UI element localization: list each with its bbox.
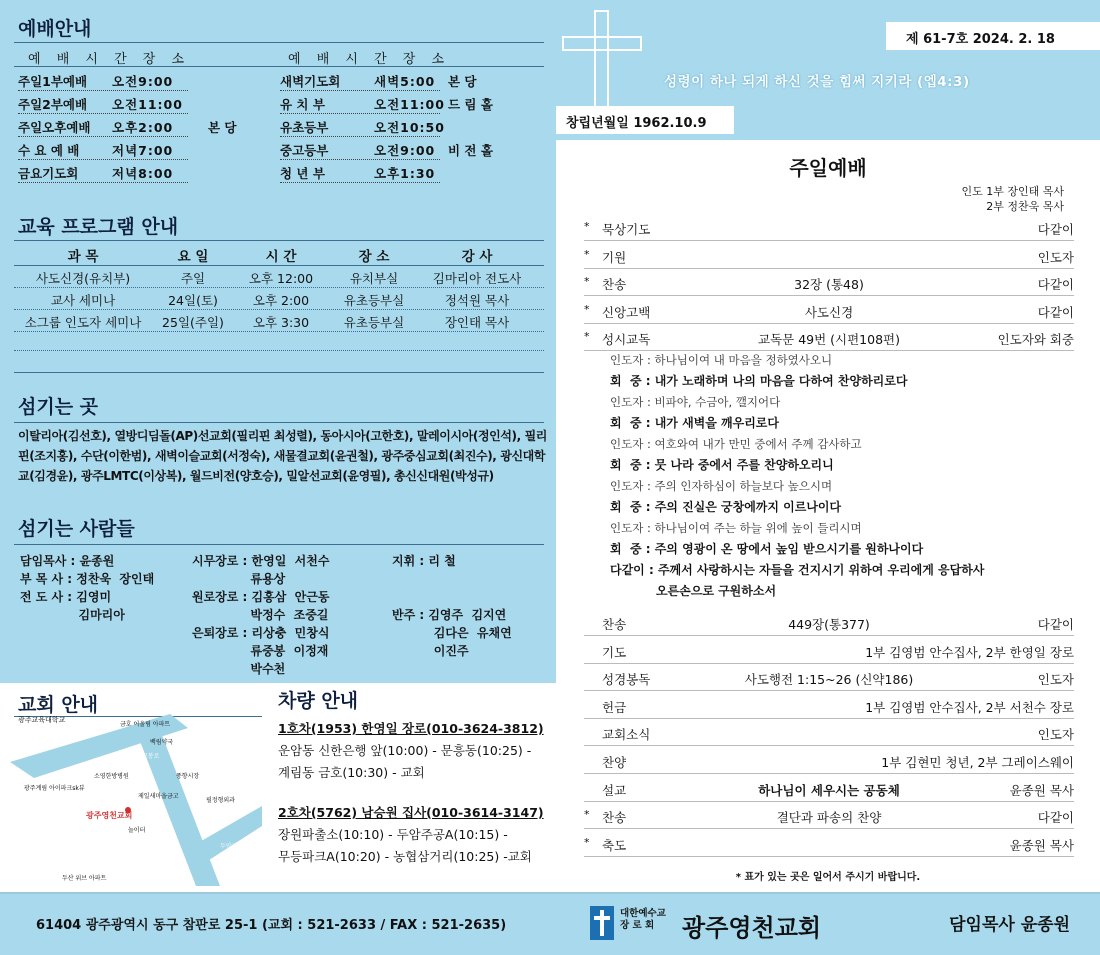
item-name: 성시교독 xyxy=(602,332,651,348)
car1-line: 계림동 금호(10:30) - 교회 xyxy=(278,765,425,780)
people-col2 xyxy=(192,552,329,678)
church-address: 61404 광주광역시 동구 참판로 25-1 (교회 : 521-2633 / FAX : 521-2635) xyxy=(36,918,507,933)
program-header: 요 일 xyxy=(177,249,209,265)
worship-name: 주일오후예배 xyxy=(18,120,91,135)
divider xyxy=(14,544,544,545)
service-item xyxy=(584,693,1074,719)
map-label: 백림약국 xyxy=(150,739,174,746)
worship-header-right: 예 배 시 간 장 소 xyxy=(288,52,451,67)
reading-text: 오른손으로 구원하소서 xyxy=(610,584,777,598)
reading-speaker: 회 중 : xyxy=(610,500,655,514)
worship-title: 예배안내 xyxy=(18,18,92,40)
reading-speaker: 인도자 : xyxy=(610,437,655,451)
worship-name: 유 치 부 xyxy=(280,97,325,112)
car2-line: 무등파크A(10:20) - 농협삼거리(10:25) -교회 xyxy=(278,849,532,864)
item-performer: 윤종원 목사 xyxy=(1009,837,1074,853)
person-line: 류중봉 이정재 xyxy=(192,644,329,658)
person-line: 시무장로 : 한영일 서천수 xyxy=(192,554,330,568)
worship-place: 비 전 홀 xyxy=(448,143,493,158)
program-row xyxy=(18,288,530,310)
item-performer: 다같이 xyxy=(1037,304,1074,320)
map-label: 광주계림 아이파크sk뷰 xyxy=(24,785,85,792)
item-performer: 다같이 xyxy=(1037,617,1074,632)
divider xyxy=(14,350,544,351)
item-name: 찬송 xyxy=(602,810,627,826)
map-label: 소영한방병원 xyxy=(94,773,129,780)
reading-text: 주의 진실은 궁창에까지 이르나이다 xyxy=(654,500,842,514)
program-cell: 25일(주일) xyxy=(162,315,224,330)
church-map xyxy=(10,714,262,886)
required-mark: * xyxy=(584,247,590,261)
reading-speaker: 인도자 : xyxy=(610,479,655,493)
program-row xyxy=(18,310,530,332)
item-name: 찬양 xyxy=(602,755,627,770)
service-item xyxy=(584,748,1074,774)
program-row xyxy=(18,266,530,288)
worship-time: 오후1:30 xyxy=(374,166,436,181)
worship-name: 금요기도회 xyxy=(18,166,79,181)
service-item xyxy=(584,831,1074,857)
reading-speaker: 인도자 : xyxy=(610,521,655,535)
reading-line xyxy=(610,371,1080,392)
worship-name: 중고등부 xyxy=(280,143,329,158)
worship-time: 오전11:00 xyxy=(112,97,183,112)
reading-text: 비파야, 수금아, 깰지어다 xyxy=(654,395,781,409)
row-underline xyxy=(280,182,440,183)
road xyxy=(196,806,262,862)
vehicle-guide xyxy=(278,690,548,868)
church-name: 광주영천교회 xyxy=(682,914,822,942)
program-cell: 오후 12:00 xyxy=(248,271,314,286)
reading-speaker: 회 중 : xyxy=(610,374,655,388)
person-line: 부 목 사 : 정찬욱 장인태 xyxy=(20,572,155,586)
map-label: 필정형외과 xyxy=(206,797,235,804)
program-cell: 유치부실 xyxy=(349,271,399,286)
row-underline xyxy=(18,182,188,183)
item-performer: 1부 김영범 안수집사, 2부 한영일 장로 xyxy=(865,644,1074,660)
divider xyxy=(14,42,544,43)
worship-time: 저녁7:00 xyxy=(112,143,174,158)
item-name: 기도 xyxy=(602,644,627,660)
row-underline xyxy=(18,159,188,160)
divider xyxy=(14,372,544,373)
issue-number: 제 61-7호 2024. 2. 18 xyxy=(886,22,1100,50)
required-mark: * xyxy=(584,330,590,344)
row-underline xyxy=(280,90,440,91)
person-line: 은퇴장로 : 리상충 민창식 xyxy=(192,626,330,640)
item-detail: 하나님이 세우시는 공동체 xyxy=(758,782,900,798)
worship-header-left: 예 배 시 간 장 소 xyxy=(28,52,191,67)
row-underline xyxy=(18,90,188,91)
person-line: 담임목사 : 윤종원 xyxy=(20,554,115,568)
reading-line xyxy=(610,434,1080,455)
reading-text: 내가 새벽을 깨우리로다 xyxy=(654,416,779,430)
row-underline xyxy=(18,113,188,114)
item-name: 신앙고백 xyxy=(602,304,651,320)
reading-line xyxy=(610,413,1080,434)
reading-text: 하나님이여 내 마음을 정하였사오니 xyxy=(654,353,833,367)
map-label: 광주영천교회 xyxy=(86,811,133,820)
program-header: 시 간 xyxy=(265,249,297,265)
cross-icon xyxy=(594,10,609,110)
item-detail: 사도신경 xyxy=(804,304,854,320)
serving-places-title: 섬기는 곳 xyxy=(18,396,99,418)
education-title: 교육 프로그램 안내 xyxy=(18,216,179,238)
people-col3 xyxy=(392,552,512,660)
worship-name: 청 년 부 xyxy=(280,166,325,181)
worship-time: 저녁8:00 xyxy=(112,166,174,181)
service-item xyxy=(584,776,1074,802)
item-name: 찬송 xyxy=(602,277,627,293)
reading-speaker: 회 중 : xyxy=(610,458,655,472)
worship-name: 유초등부 xyxy=(280,120,329,135)
car2-line: 장원파출소(10:10) - 두암주공A(10:15) - xyxy=(278,827,508,842)
item-name: 찬송 xyxy=(602,617,627,632)
church-guide-title: 교회 안내 xyxy=(18,694,99,716)
person-line: 류용상 xyxy=(192,572,286,586)
worship-time: 오전10:50 xyxy=(374,120,445,135)
reading-text: 주의 영광이 온 땅에서 높임 받으시기를 원하나이다 xyxy=(654,542,924,556)
service-item xyxy=(584,638,1074,664)
worship-time: 오후2:00 xyxy=(112,120,174,135)
service-item xyxy=(584,215,1074,241)
person-line: 김다은 유채연 xyxy=(392,626,512,640)
required-mark: * xyxy=(584,835,590,849)
required-mark: * xyxy=(584,302,590,316)
map-label: 광주교육대학교 xyxy=(18,716,66,724)
serving-places-text: 이탈리아(김선호), 열방디딤돌(AP)선교회(필리핀 최성렬), 동아시아(고한호), 말레이시아(정인석), 필리핀(조지홍), 수단(이한범), 새벽이슬교회(서정숙), 새물결교회(윤권철), 광주중심교회(최진수), 광신대학교(김경윤), 광주LMTC(이상복), 월드비전(양호승), 밀알선교회(윤영필), 총신신대원(박성규) xyxy=(18,429,547,483)
worship-time: 새벽5:00 xyxy=(374,74,436,89)
car2-title: 2호차(5762) 남승원 집사(010-3614-3147) xyxy=(278,805,544,820)
car1-title: 1호차(1953) 한영일 장로(010-3624-3812) xyxy=(278,721,544,736)
reading-speaker: 인도자 : xyxy=(610,353,655,367)
reading-line xyxy=(610,476,1080,497)
service-leaders xyxy=(962,184,1065,214)
program-cell: 주일 xyxy=(180,271,206,286)
program-cell: 장인태 목사 xyxy=(444,315,510,330)
worship-time: 오전9:00 xyxy=(112,74,174,89)
item-detail: 교독문 49번 (시편108편) xyxy=(758,332,900,348)
item-name: 기원 xyxy=(602,249,627,265)
program-cell: 유초등부실 xyxy=(343,293,405,308)
program-header: 강 사 xyxy=(461,249,493,265)
reading-text: 주의 인자하심이 하늘보다 높으시며 xyxy=(654,479,833,493)
reading-speaker: 인도자 : xyxy=(610,395,655,409)
person-line xyxy=(392,570,512,588)
reading-text: 여호와여 내가 만민 중에서 주께 감사하고 xyxy=(654,437,862,451)
required-mark: * xyxy=(584,808,590,822)
worship-name: 주일2부예배 xyxy=(18,97,88,112)
standing-note: * 표가 있는 곳은 일어서 주시기 바랍니다. xyxy=(735,872,921,883)
divider xyxy=(14,422,544,423)
worship-place: 드 림 홀 xyxy=(448,97,493,112)
required-mark: * xyxy=(584,275,590,289)
person-line: 박수천 xyxy=(192,662,286,676)
worship-name: 새벽기도회 xyxy=(280,74,341,89)
item-name: 성경봉독 xyxy=(602,672,651,688)
divider xyxy=(14,240,544,241)
reading-line xyxy=(610,518,1080,539)
row-underline xyxy=(280,136,440,137)
program-cell: 오후 2:00 xyxy=(252,293,310,308)
person-line: 김마리아 xyxy=(20,608,125,622)
footer xyxy=(0,892,1100,955)
item-name: 헌금 xyxy=(602,699,627,715)
person-line xyxy=(392,588,512,606)
program-cell: 사도신경(유치부) xyxy=(35,271,131,286)
program-cell: 오후 3:30 xyxy=(252,315,310,330)
reading-line xyxy=(610,560,1080,581)
responsive-reading xyxy=(610,350,1080,602)
item-performer: 다같이 xyxy=(1037,810,1074,826)
founded-date: 창립년월일 1962.10.9 xyxy=(556,106,734,134)
denomination xyxy=(620,908,666,932)
row-underline xyxy=(18,136,188,137)
worship-name: 주일1부예배 xyxy=(18,74,88,89)
item-performer: 인도자와 회중 xyxy=(997,332,1074,348)
motto: 성령이 하나 되게 하신 것을 힘써 지키라 (엡4:3) xyxy=(664,74,970,90)
program-cell: 유초등부실 xyxy=(343,315,405,330)
worship-place: 본 당 xyxy=(208,120,237,135)
service-item xyxy=(584,610,1074,636)
service-title: 주일예배 xyxy=(789,156,867,180)
item-performer: 다같이 xyxy=(1037,222,1074,237)
service-item xyxy=(584,803,1074,829)
item-performer: 1부 김현민 청년, 2부 그레이스웨이 xyxy=(881,755,1074,770)
worship-place: 본 당 xyxy=(448,74,477,89)
divider xyxy=(14,331,544,332)
reading-line xyxy=(610,392,1080,413)
map-label: 놀이터 xyxy=(128,827,146,834)
reading-speaker: 회 중 : xyxy=(610,416,655,430)
item-detail: 32장 (통48) xyxy=(794,277,864,293)
map-label: 두산 위브 아파트 xyxy=(62,875,107,882)
program-header-row xyxy=(18,242,530,264)
map-label: 금호 어울림 아파트 xyxy=(120,721,171,728)
item-detail: 결단과 파송의 찬양 xyxy=(776,810,882,826)
reading-speaker: 다같이 : xyxy=(610,563,658,577)
item-detail: 사도행전 1:15~26 (신약186) xyxy=(744,672,914,688)
item-name: 축도 xyxy=(602,837,627,853)
denomination-line: 대한예수교 xyxy=(620,908,666,919)
reading-line xyxy=(610,581,1080,602)
vehicle-title: 차량 안내 xyxy=(278,690,359,712)
map-label: 풍향시장 xyxy=(176,773,200,780)
service-item xyxy=(584,270,1074,296)
worship-time: 오전11:00 xyxy=(374,97,445,112)
map-label: 두암지구랑고 xyxy=(220,843,255,850)
program-cell: 김마리아 전도사 xyxy=(432,271,522,286)
reading-line xyxy=(610,455,1080,476)
person-line: 반주 : 김영주 김지연 xyxy=(392,608,507,622)
reading-line xyxy=(610,539,1080,560)
leader-line: 인도 1부 장인태 목사 xyxy=(961,185,1064,198)
program-header: 과 목 xyxy=(67,249,99,265)
program-cell: 24일(토) xyxy=(168,293,218,308)
church-logo-icon xyxy=(590,906,614,940)
leader-line: 2부 정찬욱 목사 xyxy=(986,200,1064,213)
row-underline xyxy=(280,159,440,160)
left-column xyxy=(0,0,556,892)
senior-pastor: 담임목사 윤종원 xyxy=(949,915,1070,935)
service-item xyxy=(584,665,1074,691)
person-line: 원로장로 : 김홍삼 안근동 xyxy=(192,590,330,604)
reading-text: 뭇 나라 중에서 주를 찬양하오리니 xyxy=(654,458,834,472)
program-cell: 교사 세미나 xyxy=(50,293,116,308)
worship-name: 수 요 예 배 xyxy=(18,143,80,158)
reading-speaker: 회 중 : xyxy=(610,542,655,556)
item-detail: 449장(통377) xyxy=(788,617,870,632)
church-logo xyxy=(590,904,850,946)
service-item xyxy=(584,298,1074,324)
reading-text: 주께서 사랑하시는 자들을 건지시기 위하여 우리에게 응답하사 xyxy=(657,563,985,577)
map-label: 고봉로 xyxy=(142,753,160,760)
people-col1 xyxy=(20,552,154,624)
service-item xyxy=(584,243,1074,269)
row-underline xyxy=(280,113,440,114)
reading-line xyxy=(610,497,1080,518)
program-cell: 소그룹 인도자 세미나 xyxy=(24,315,142,330)
denomination-line: 장 로 회 xyxy=(620,920,655,931)
person-line: 박정수 조중길 xyxy=(192,608,329,622)
person-line: 전 도 사 : 김영미 xyxy=(20,590,112,604)
person-line: 이진주 xyxy=(392,644,469,658)
map-label: 제일새마을금고 xyxy=(138,793,179,800)
program-cell: 정석원 목사 xyxy=(444,293,510,308)
service-item xyxy=(584,720,1074,746)
required-mark: * xyxy=(584,220,590,233)
worship-time: 오전9:00 xyxy=(374,143,436,158)
reading-text: 내가 노래하며 나의 마음을 다하여 찬양하리로다 xyxy=(654,374,908,388)
program-header: 장 소 xyxy=(358,249,390,265)
service-item xyxy=(584,325,1074,351)
car1-line: 운암동 신한은행 앞(10:00) - 문흥동(10:25) - xyxy=(278,743,532,758)
item-performer: 1부 김영범 안수집사, 2부 서천수 장로 xyxy=(865,699,1074,715)
item-performer: 인도자 xyxy=(1037,672,1074,688)
serving-people-title: 섬기는 사람들 xyxy=(18,518,135,540)
item-name: 설교 xyxy=(602,782,627,798)
item-name: 묵상기도 xyxy=(602,222,651,237)
person-line: 지휘 : 리 철 xyxy=(392,554,456,568)
reading-text: 하나님이여 주는 하늘 위에 높이 들리시며 xyxy=(654,521,862,535)
item-performer: 인도자 xyxy=(1037,727,1074,743)
item-performer: 인도자 xyxy=(1037,249,1074,265)
service-order xyxy=(556,140,1100,892)
item-performer: 윤종원 목사 xyxy=(1009,782,1074,798)
reading-line xyxy=(610,350,1080,371)
item-name: 교회소식 xyxy=(602,727,651,743)
item-performer: 다같이 xyxy=(1037,277,1074,293)
